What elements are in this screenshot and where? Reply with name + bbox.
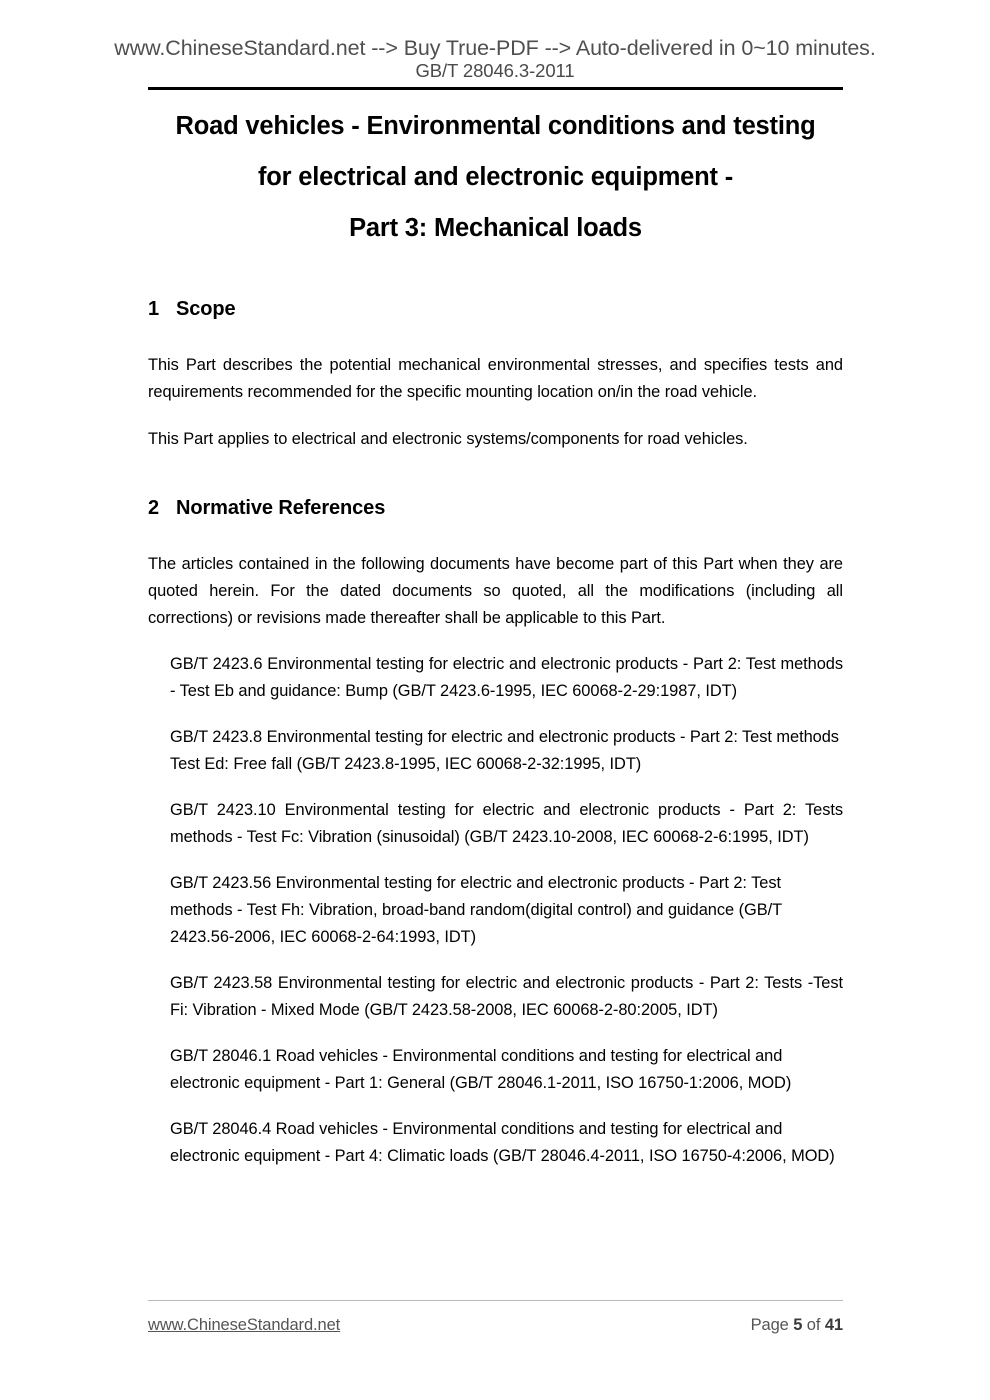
page-footer bbox=[148, 1300, 843, 1335]
footer-divider bbox=[148, 1300, 843, 1301]
document-title bbox=[148, 101, 843, 254]
scope-paragraph-1: This Part describes the potential mechanical environmental stresses, and specifies tests and requirements recommended for the specific mounting location on/in the road vehicle. bbox=[148, 356, 843, 401]
page-header bbox=[0, 36, 990, 94]
spacer bbox=[148, 951, 843, 970]
spacer bbox=[148, 851, 843, 870]
title-line-3: Part 3: Mechanical loads bbox=[349, 214, 642, 242]
section-number-2: 2 bbox=[148, 497, 160, 519]
scope-paragraph-2: This Part applies to electrical and electronic systems/components for road vehicles. bbox=[148, 430, 748, 448]
standard-document-number: GB/T 28046.3-2011 bbox=[415, 60, 575, 81]
reference-item: GB/T 2423.6 Environmental testing for electric and electronic products - Part 2: Test methods - Test Eb and guidance: Bump (GB/T 2423.6-1995, IEC 60068-2-29:1987, IDT) bbox=[170, 655, 843, 700]
reference-item: GB/T 2423.10 Environmental testing for electric and electronic products - Part 2: Tests methods - Test Fc: Vibration (sinusoidal) (GB/T 2423.10-2008, IEC 60068-2-6:1995, IDT) bbox=[170, 801, 843, 846]
section-heading-normative-references bbox=[148, 495, 843, 521]
header-divider bbox=[148, 87, 843, 90]
watermark-promo-text: www.ChineseStandard.net --> Buy True-PDF --> Auto-delivered in 0~10 minutes. bbox=[114, 36, 876, 60]
spacer bbox=[148, 705, 843, 724]
spacer bbox=[148, 521, 843, 551]
section-heading-scope bbox=[148, 296, 843, 322]
spacer bbox=[148, 322, 843, 352]
reference-item: GB/T 28046.1 Road vehicles - Environmental conditions and testing for electrical and electronic equipment - Part 1: General (GB/T 28046.1-2011, ISO 16750-1:2006, MOD) bbox=[170, 1047, 792, 1092]
footer-site-link[interactable]: www.ChineseStandard.net bbox=[148, 1316, 341, 1334]
title-line-1: Road vehicles - Environmental conditions and testing bbox=[175, 112, 816, 140]
page-indicator bbox=[751, 1316, 843, 1335]
reference-item: GB/T 2423.58 Environmental testing for electric and electronic products - Part 2: Tests -Test Fi: Vibration - Mixed Mode (GB/T 2423.58-2008, IEC 60068-2-80:2005, IDT) bbox=[170, 974, 843, 1019]
section-number-1: 1 bbox=[148, 298, 160, 320]
footer-row bbox=[148, 1316, 843, 1335]
spacer bbox=[148, 453, 843, 495]
of-word: of bbox=[806, 1316, 821, 1334]
reference-item: GB/T 2423.56 Environmental testing for electric and electronic products - Part 2: Test methods - Test Fh: Vibration, broad-band random(digital control) and guidance (GB/T 2423.56-2006, IEC 60068-2-64:1993, IDT) bbox=[170, 874, 782, 946]
section-title-1: Scope bbox=[176, 298, 236, 320]
spacer bbox=[148, 406, 843, 426]
current-page-number: 5 bbox=[793, 1316, 803, 1334]
page-word: Page bbox=[750, 1316, 789, 1334]
spacer bbox=[148, 778, 843, 797]
spacer bbox=[148, 1024, 843, 1043]
normative-references-intro: The articles contained in the following documents have become part of this Part when they are quoted herein. For the dated documents so quoted, all the modifications (including all corrections) or revisions made thereafter shall be applicable to this Part. bbox=[148, 555, 843, 627]
title-line-2: for electrical and electronic equipment - bbox=[257, 163, 733, 191]
normative-reference-list bbox=[148, 651, 843, 1170]
section-title-2: Normative References bbox=[176, 497, 386, 519]
spacer bbox=[148, 1097, 843, 1116]
reference-item: GB/T 2423.8 Environmental testing for electric and electronic products - Part 2: Test methods Test Ed: Free fall (GB/T 2423.8-1995, IEC 60068-2-32:1995, IDT) bbox=[170, 728, 839, 773]
total-page-count: 41 bbox=[824, 1316, 843, 1334]
reference-item: GB/T 28046.4 Road vehicles - Environmental conditions and testing for electrical and electronic equipment - Part 4: Climatic loads (GB/T 28046.4-2011, ISO 16750-4:2006, MOD) bbox=[170, 1120, 835, 1165]
document-body bbox=[148, 296, 843, 1170]
spacer bbox=[148, 632, 843, 651]
